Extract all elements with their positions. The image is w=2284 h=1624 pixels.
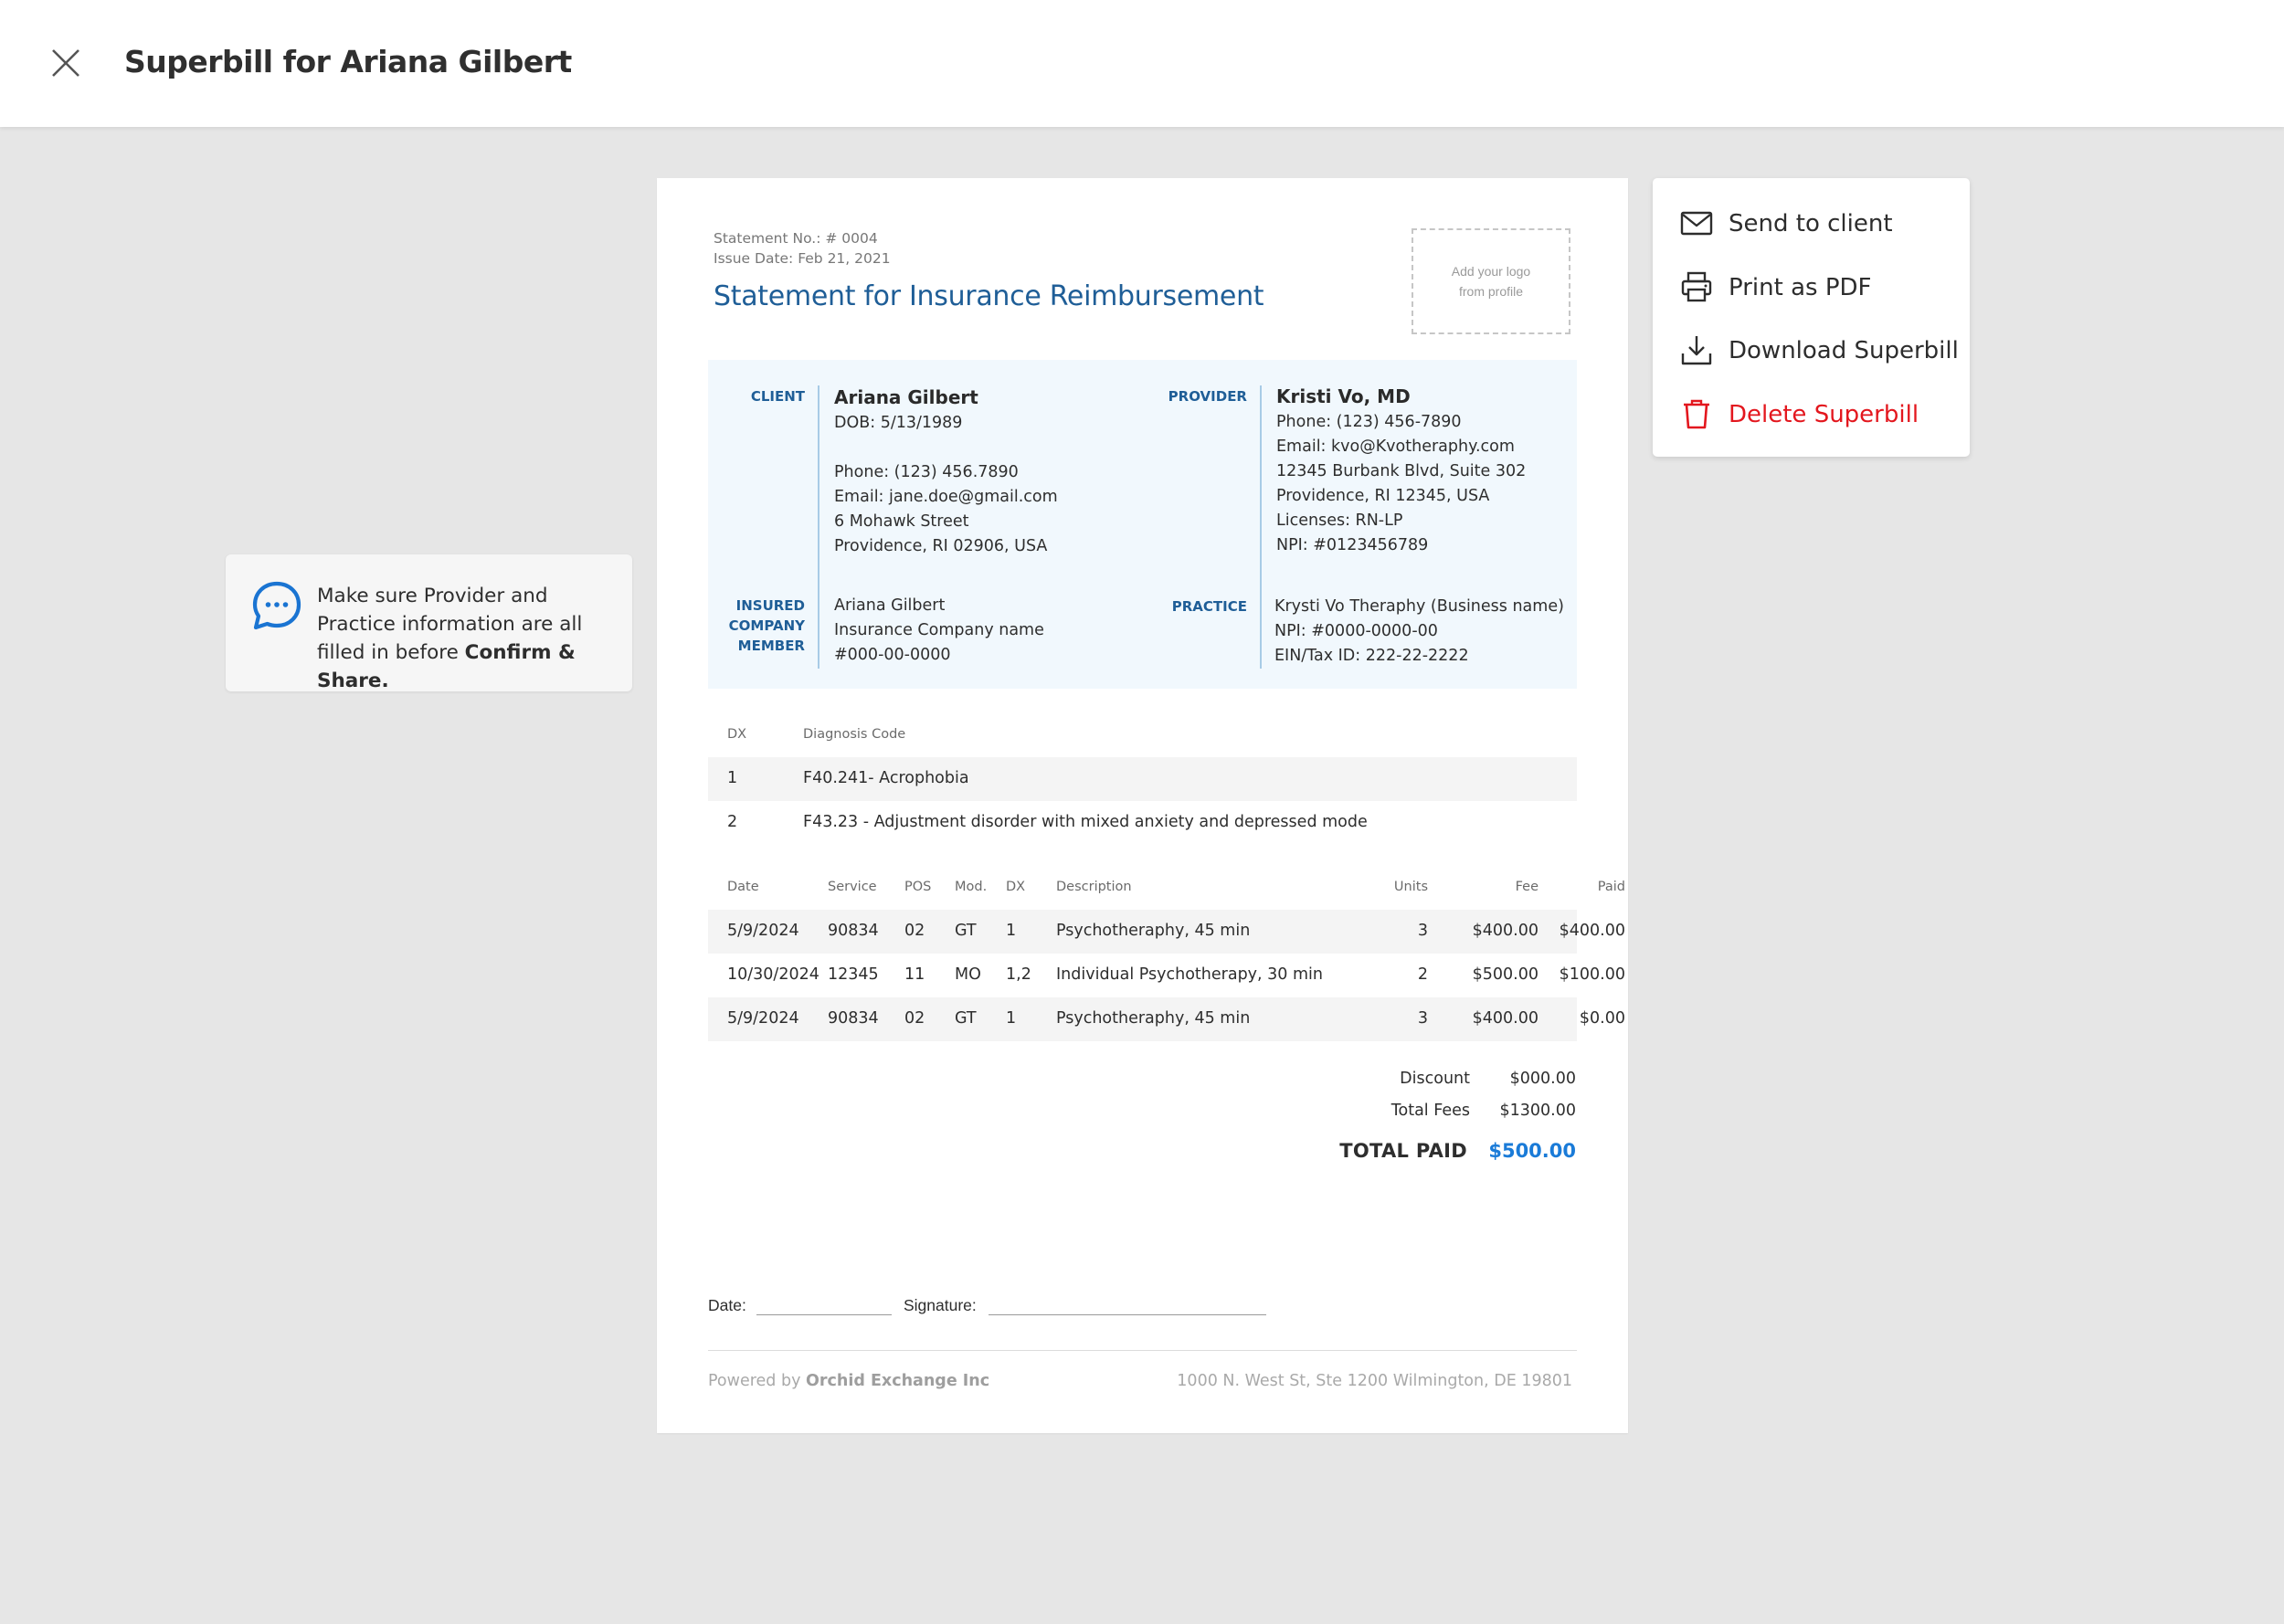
service-fee: $500.00 [1472, 965, 1539, 984]
download-icon [1680, 333, 1713, 366]
tip-text: Make sure Provider and Practice information are all filled in before Confirm & Share. [317, 585, 583, 692]
service-dx: 1 [1006, 922, 1017, 940]
service-dx: 1,2 [1006, 965, 1031, 984]
total-fees-value: $1300.00 [1499, 1102, 1576, 1120]
statement-meta [714, 228, 891, 269]
provider-label: PROVIDER [1168, 388, 1247, 405]
discount-label: Discount [1400, 1070, 1470, 1088]
trash-icon [1680, 397, 1713, 430]
download-superbill-label: Download Superbill [1729, 337, 1959, 364]
description-header: Description [1056, 880, 1132, 894]
client-city: Providence, RI 02906, USA [834, 537, 1048, 555]
signature-line [989, 1314, 1266, 1315]
insured-label: INSURED COMPANY MEMBER [728, 597, 805, 654]
insured-block [834, 594, 1044, 668]
mod-header: Mod. [955, 880, 988, 894]
service-units: 2 [1417, 965, 1428, 984]
service-date: 5/9/2024 [727, 1009, 799, 1028]
download-superbill-button[interactable] [1653, 322, 1970, 377]
units-header: Units [1393, 880, 1428, 894]
service-date: 10/30/2024 [727, 965, 819, 984]
insurance-company: Insurance Company name [834, 621, 1044, 639]
dx-header: DX [727, 727, 747, 742]
discount-value: $000.00 [1509, 1070, 1576, 1088]
practice-block [1274, 595, 1564, 669]
service-dx: 1 [1006, 1009, 1017, 1028]
service-description: Psychotheraphy, 45 min [1056, 1009, 1251, 1028]
powered-by: Powered by Orchid Exchange Inc [708, 1372, 990, 1390]
service-description: Psychotheraphy, 45 min [1056, 922, 1251, 940]
total-fees-label: Total Fees [1390, 1102, 1470, 1120]
print-pdf-label: Print as PDF [1729, 274, 1872, 301]
diagnosis-code: F40.241- Acrophobia [803, 769, 969, 787]
service-units: 3 [1417, 922, 1428, 940]
practice-label: PRACTICE [1171, 598, 1247, 615]
paid-header: Paid [1597, 880, 1625, 894]
total-paid-value: $500.00 [1488, 1140, 1576, 1162]
party-info [708, 360, 1577, 689]
client-address: 6 Mohawk Street [834, 512, 969, 531]
provider-phone: Phone: (123) 456-7890 [1276, 413, 1462, 431]
company-address: 1000 N. West St, Ste 1200 Wilmington, DE 19801 [1177, 1372, 1572, 1390]
service-mod: MO [955, 965, 981, 984]
service-paid: $400.00 [1559, 922, 1625, 940]
provider-npi: NPI: #0123456789 [1276, 536, 1429, 554]
logo-placeholder[interactable] [1412, 228, 1570, 334]
pos-header: POS [904, 880, 932, 894]
insured-name: Ariana Gilbert [834, 596, 946, 615]
practice-npi: NPI: #0000-0000-00 [1274, 622, 1438, 640]
delete-superbill-button[interactable] [1653, 386, 1970, 441]
service-code: 90834 [828, 1009, 879, 1028]
divider [1260, 385, 1262, 669]
footer-divider [708, 1350, 1577, 1351]
send-to-client-label: Send to client [1729, 210, 1893, 237]
fee-header: Fee [1515, 880, 1539, 894]
service-code: 12345 [828, 965, 879, 984]
statement-title: Statement for Insurance Reimbursement [714, 280, 1264, 312]
superbill-document [657, 178, 1628, 1433]
provider-licenses: Licenses: RN-LP [1276, 511, 1403, 530]
service-mod: GT [955, 922, 977, 940]
dx-number: 2 [727, 813, 738, 831]
client-name: Ariana Gilbert [834, 386, 978, 408]
diagnosis-row [708, 801, 1577, 845]
logo-placeholder-text: Add your logo from profile [1451, 264, 1531, 299]
client-dob: DOB: 5/13/1989 [834, 414, 963, 432]
service-units: 3 [1417, 1009, 1428, 1028]
service-paid: $0.00 [1579, 1009, 1625, 1028]
chat-bubble-icon [250, 580, 303, 633]
service-pos: 02 [904, 922, 925, 940]
client-label: CLIENT [750, 388, 805, 405]
mail-icon [1680, 206, 1713, 239]
diagnosis-row [708, 757, 1577, 801]
service-row [708, 954, 1625, 997]
service-row [708, 997, 1625, 1041]
service-fee: $400.00 [1472, 1009, 1539, 1028]
service-pos: 11 [904, 965, 925, 984]
service-header: Service [828, 880, 877, 894]
actions-panel [1653, 178, 1970, 457]
client-email: Email: jane.doe@gmail.com [834, 488, 1058, 506]
service-pos: 02 [904, 1009, 925, 1028]
provider-email: Email: kvo@Kvotheraphy.com [1276, 438, 1515, 456]
print-pdf-button[interactable] [1653, 259, 1970, 314]
service-code: 90834 [828, 922, 879, 940]
provider-block [1276, 383, 1526, 558]
service-fee: $400.00 [1472, 922, 1539, 940]
dx-header: DX [1006, 880, 1026, 894]
date-line [756, 1314, 892, 1315]
service-date: 5/9/2024 [727, 922, 799, 940]
printer-icon [1680, 270, 1713, 303]
practice-name: Krysti Vo Theraphy (Business name) [1274, 597, 1564, 616]
info-tip [226, 554, 632, 691]
send-to-client-button[interactable] [1653, 195, 1970, 250]
provider-name: Kristi Vo, MD [1276, 385, 1411, 407]
diagnosis-code-header: Diagnosis Code [803, 727, 906, 742]
divider [818, 385, 819, 669]
service-description: Individual Psychotherapy, 30 min [1056, 965, 1323, 984]
signature-label: Signature: [904, 1296, 977, 1314]
provider-address: 12345 Burbank Blvd, Suite 302 [1276, 462, 1527, 480]
practice-ein: EIN/Tax ID: 222-22-2222 [1274, 647, 1469, 665]
member-id: #000-00-0000 [834, 646, 951, 664]
total-paid-label: TOTAL PAID [1339, 1140, 1467, 1162]
close-icon[interactable] [49, 47, 82, 79]
service-paid: $100.00 [1559, 965, 1625, 984]
date-label: Date: [708, 1296, 746, 1314]
issue-date: Issue Date: Feb 21, 2021 [714, 250, 891, 267]
client-phone: Phone: (123) 456.7890 [834, 463, 1019, 481]
page-title: Superbill for Ariana Gilbert [124, 44, 572, 79]
top-bar [0, 0, 2284, 127]
service-row [708, 910, 1625, 954]
diagnosis-code: F43.23 - Adjustment disorder with mixed anxiety and depressed mode [803, 813, 1368, 831]
client-block [834, 384, 1058, 559]
service-mod: GT [955, 1009, 977, 1028]
date-header: Date [727, 880, 759, 894]
statement-number: Statement No.: # 0004 [714, 230, 878, 247]
provider-city: Providence, RI 12345, USA [1276, 487, 1490, 505]
delete-superbill-label: Delete Superbill [1729, 401, 1919, 428]
dx-number: 1 [727, 769, 738, 787]
